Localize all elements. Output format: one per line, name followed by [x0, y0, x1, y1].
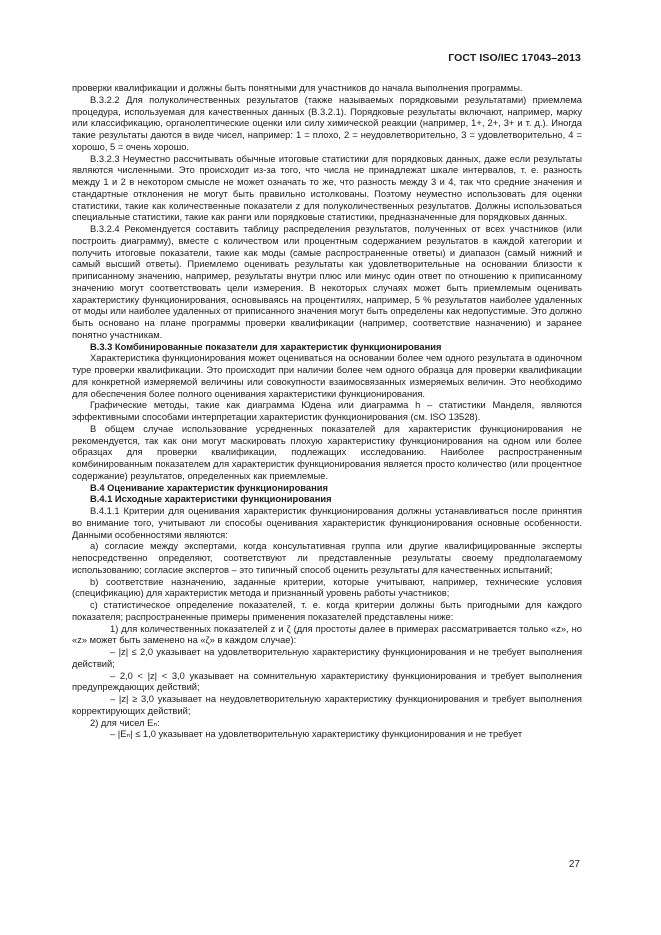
- section-heading: В.4.1 Исходные характеристики функционирования: [90, 494, 332, 505]
- paragraph: В.3.2.2 Для полуколичественных результатов (также называемых порядковыми результатами) приемлема процедура, используемая для качественных данных (В.3.2.1). Порядковые результаты включают, например, марку или классификацию, органолептические оценки или силу химической реакции (например, 1+, 2+, 3+ и т. д.). Иногда такие результаты даются в виде чисел, например: 1 = плохо, 2 = неудовлетворительно, 3 = удовлетворительно, 4 = хорошо, 5 = очень хорошо.: [72, 94, 582, 152]
- list-item: – |z| ≥ 3,0 указывает на неудовлетворительную характеристику функционирования и требует выполнения корректирующих действий;: [72, 694, 582, 716]
- list-item: b) соответствие назначению, заданные критерии, которые учитывают, например, технические условия (спецификацию) для характеристик метода и признанный уровень работы участников;: [72, 576, 582, 599]
- paragraph: В.4.1.1 Критерии для оценивания характеристик функционирования должны устанавливаться после принятия во внимание того, учитывают ли способы оценивания характеристик функционирования основные особенности. Данными особенностями являются:: [72, 506, 582, 540]
- section-heading: В.3.3 Комбинированные показатели для характеристик функционирования: [90, 341, 442, 352]
- paragraph: Характеристика функционирования может оцениваться на основании более чем одного результата в одиночном туре проверки квалификации. Это происходит при наличии более чем одного образца для проверки квалификации для конкретной измеряемой величины или совокупности взаимосвязанных измеряемых величин. Это необходимо для обеспечения более полного оценивания характеристики функционирования.: [72, 353, 582, 399]
- paragraph: Графические методы, такие как диаграмма Юдена или диаграмма h – статистики Манделя, являются эффективными способами интерпретации характеристик функционирования (см. ISO 13528).: [72, 400, 582, 422]
- list-item: – |z| ≤ 2,0 указывает на удовлетворительную характеристику функционирования и не требует выполнения действий;: [72, 647, 582, 669]
- list-item: – |Eₙ| ≤ 1,0 указывает на удовлетворительную характеристику функционирования и не требует: [110, 729, 523, 740]
- paragraph: проверки квалификации и должны быть понятными для участников до начала выполнения программы.: [72, 83, 523, 93]
- page-number: 27: [568, 859, 580, 870]
- section-heading: В.4 Оценивание характеристик функционирования: [90, 482, 328, 493]
- list-item: с) статистическое определение показателей, т. е. когда критерии должны быть пригодными для каждого показателя; распространенные примеры применения показателей представлены ниже:: [72, 600, 582, 622]
- list-item: 1) для количественных показателей z и ζ (для простоты далее в примерах рассматривается только «z», но «z» может быть заменено на «ζ» в каждом случае):: [72, 623, 582, 646]
- paragraph: В.3.2.3 Неуместно рассчитывать обычные итоговые статистики для порядковых данных, даже если результаты являются численными. Это происходит из-за того, что числа не принадлежат шкале интервалов, т. е. разность между 1 и 2 в некотором смысле не может означать то же, что разность между 3 и 4, так что средние значения и стандартные отклонения не могут быть правильно истолкованы. Поэтому неуместно использовать для оценки статистики, такие как количественные показатели z для полуколичественных результатов. Должны использоваться специальные статистики, такие как ранги или порядковые статистики, предназначенные для порядковых данных.: [72, 153, 582, 223]
- paragraph: В.3.2.4 Рекомендуется составить таблицу распределения результатов, полученных от всех участников (или построить диаграмму), вместе с количеством или процентным содержанием результатов в каждой категории и получить итоговые показатели, такие как моды (самые распространенные ответы) и диапазон (самый нижний и самый высший ответы). Приемлемо оценивать результаты как удовлетворительные на основании близости к приписанному значению, например, результаты внутри плюс или минус один ответ по отношению к приписанному значению могут соответствовать цели измерения. В некоторых случаях может быть приемлемым оценивать характеристику функционирования, основываясь на процентилях, например, 5 % результатов наиболее удаленных от моды или наиболее удаленных от приписанного значения могут быть определены как недопустимые. Это должно быть основано на плане программы проверки квалификации (например, соответствие назначению) и заранее понятно участникам.: [72, 224, 582, 340]
- list-item: а) согласие между экспертами, когда консультативная группа или другие квалифицированные эксперты непосредственно определяют, соответствуют ли представленные результаты своему предполагаемому использованию; согласие экспертов – это типичный способ оценить результаты для качественных испытаний;: [72, 541, 582, 575]
- document-header: ГОСТ ISO/IEC 17043–2013: [448, 52, 581, 64]
- body-text: [72, 83, 582, 741]
- list-item: 2) для чисел Eₙ:: [90, 717, 160, 728]
- list-item: – 2,0 < |z| < 3,0 указывает на сомнительную характеристику функционирования и требует выполнения предупреждающих действий;: [72, 670, 582, 693]
- paragraph: В общем случае использование усредненных показателей для характеристик функционирования не рекомендуется, так как они могут маскировать плохую характеристику функционирования на одном или более образцах для проверки квалификации, подлежащих исследованию. Наиболее распространенным комбинированным показателем для характеристик функционирования является просто количество (или процентное содержание) результатов, определенных как приемлемые.: [72, 423, 582, 481]
